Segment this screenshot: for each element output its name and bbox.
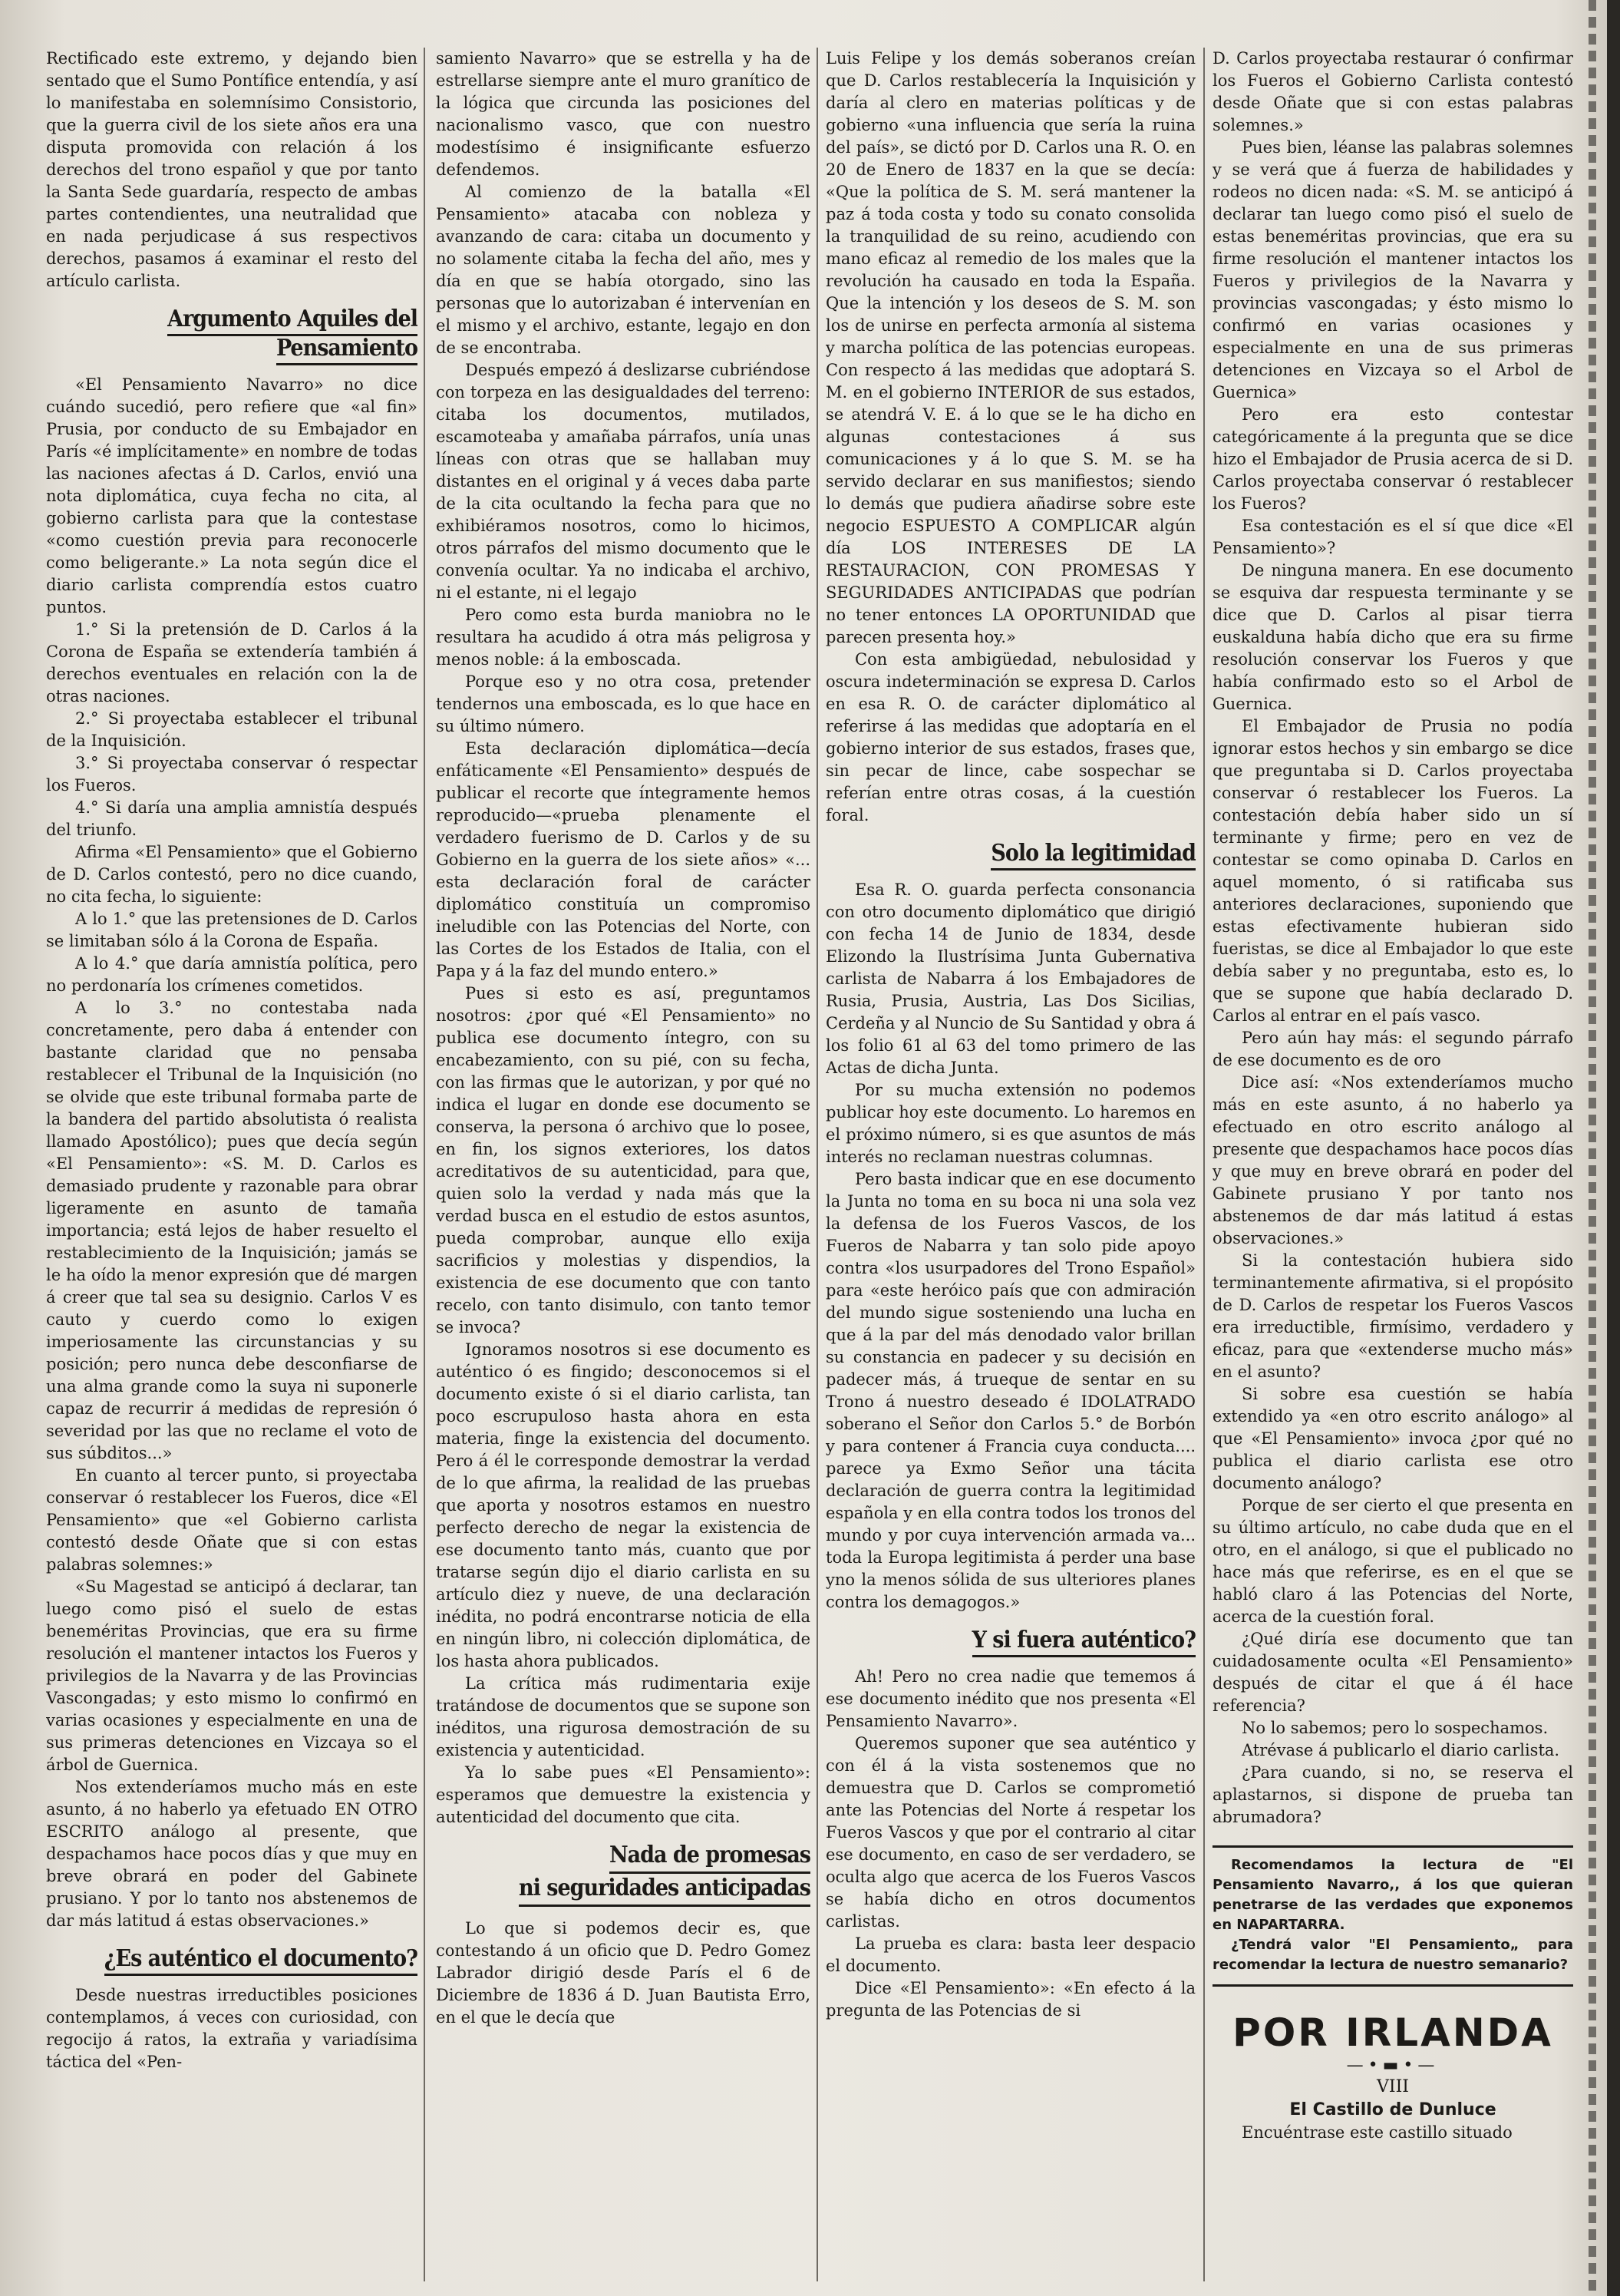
article-paragraph: 2.° Si proyectaba establecer el tribunal de la Inquisición. <box>46 709 417 750</box>
article-paragraph: Si sobre esa cuestión se había extendido ya «en otro escrito análogo» al que «El Pensamiento» invoca ¿por qué no publica el diario carlista ese otro documento análogo? <box>1213 1385 1573 1492</box>
article-paragraph: Nos extenderíamos mucho más en este asunto, á no haberlo ya efetuado EN OTRO ESCRITO análogo al presente, que despachamos hace pocos días y que muy en breve obrará en poder del Gabinete prusiano. Y por lo tanto nos abstenemos de dar más latitud á estas observaciones.» <box>46 1778 417 1930</box>
article-paragraph: Desde nuestras irreductibles posiciones contemplamos, á veces con curiosidad, con regocijo á ratos, la extraña y variadísima táctica del «Pen- <box>46 1986 417 2071</box>
article-paragraph: Pues bien, léanse las palabras solemnes y se verá que á fuerza de habilidades y rodeos no dicen nada: «S. M. se anticipó á declarar tan luego como pisó el suelo de estas beneméritas provincias, que era su firme resolución el mantener intactos los Fueros y privilegios de la Navarra y provincias vascongadas; y ésto mismo lo confirmó en varias ocasiones y especialmente en una de sus primeras detenciones en Vizcaya so el Arbol de Guernica» <box>1213 138 1573 401</box>
article-paragraph: A lo 3.° no contestaba nada concretamente, pero daba á entender con bastante claridad que no pensaba restablecer el Tribunal de la Inquisición (no se olvide que este tribunal formaba parte de la bandera del partido absolutista ó realista llamado Apostólico); pues que decía según «El Pensamiento»: «S. M. D. Carlos es demasiado prudente y razonable para obrar ligeramente en asunto de tamaña importancia; está lejos de haber resuelto el restablecimiento de la Inquisición; jamás se le ha oído la menor expresión que dé margen á creer que tal sea su designio. Carlos V es cauto y cuerdo como lo exigen imperiosamente las circunstancias y su posición; pero nunca debe desconfiarse de una alma grande como la suya ni suponerle capaz de recurrir á medidas de represión ó severidad por las que no reclame el voto de sus súbditos...» <box>46 999 417 1462</box>
section-heading <box>436 1841 810 1907</box>
article-paragraph: Al comienzo de la batalla «El Pensamiento» atacaba con nobleza y avanzando de cara: citaba un documento y no solamente citaba la fecha del año, mes y día en que se había otorgado, sino las personas que lo autorizaban é intervenían en el mismo y el archivo, estante, legajo en don de se encontraba. <box>436 183 810 357</box>
column-1 <box>46 48 417 2281</box>
column-4 <box>1213 48 1573 2281</box>
section-heading-line: ni seguridades anticipadas <box>519 1874 810 1907</box>
article-paragraph: Pero era esto contestar categóricamente á la pregunta que se dice hizo el Embajador de Prusia acerca de si D. Carlos proyectaba conservar ó restablecer los Fueros? <box>1213 405 1573 513</box>
article-paragraph: De ninguna manera. En ese documento se esquiva dar respuesta terminante y se dice que D. Carlos al pisar tierra euskalduna había dicho que era su firme resolución conservar los Fueros y que había confirmado esto so el Arbol de Guernica. <box>1213 561 1573 713</box>
article-paragraph: «Su Magestad se anticipó á declarar, tan luego como pisó el suelo de estas beneméritas Provincias, que era su firme resolución el mantener intactos los Fueros y privilegios de la Navarra y de las Provincias Vascongadas; y esto mismo lo confirmó en varias ocasiones y especialmente en una de sus primeras detenciones en Vizcaya so el árbol de Guernica. <box>46 1577 417 1774</box>
article-paragraph: Esta declaración diplomática—decía enfáticamente «El Pensamiento» después de publicar el recorte que íntegramente hemos reproducido—«prueba plenamente el verdadero fuerismo de D. Carlos y de su Gobierno en la guerra de los siete años» «... esta declaración foral de carácter diplomático constituía un compromiso ineludible con las Potencias del Norte, con las Cortes de los Estados de Italia, con el Papa y á la faz del mundo entero.» <box>436 739 810 980</box>
article-paragraph: Dice «El Pensamiento»: «En efecto á la pregunta de las Potencias de si <box>826 1979 1196 2020</box>
notice-line: ¿Tendrá valor "El Pensamiento„ para recomendar la lectura de nuestro semanario? <box>1213 1937 1573 1973</box>
article-paragraph: Esa R. O. guarda perfecta consonancia con otro documento diplomático que dirigió con fecha 14 de Junio de 1834, desde Elizondo la Ilustrísima Junta Gubernativa carlista de Nabarra á los Embajadores de Rusia, Prusia, Austria, Las Dos Sicilias, Cerdeña y al Nuncio de Su Santidad y obra á los folio 61 al 63 del tomo primero de las Actas de dicha Junta. <box>826 880 1196 1077</box>
column-4-body <box>1213 48 1573 1829</box>
article-paragraph: ¿Qué diría ese documento que tan cuidadosamente oculta «El Pensamiento» después de citar el que á él hace referencia? <box>1213 1630 1573 1715</box>
article-paragraph: 3.° Si proyectaba conservar ó respectar los Fueros. <box>46 754 417 795</box>
article-paragraph: Atrévase á publicarlo el diario carlista. <box>1242 1741 1560 1759</box>
article-paragraph: La prueba es clara: basta leer despacio el documento. <box>826 1934 1196 1975</box>
article-paragraph: Ya lo sabe pues «El Pensamiento»: esperamos que demuestre la existencia y autenticidad del documento que cita. <box>436 1763 810 1826</box>
page-edge <box>1607 0 1620 2296</box>
article-paragraph: ¿Para cuando, si no, se reserva el aplastarnos, si dispone de prueba tan abrumadora? <box>1213 1763 1573 1826</box>
article-paragraph: Pero aún hay más: el segundo párrafo de ese documento es de oro <box>1213 1029 1573 1069</box>
article-paragraph: Con esta ambigüedad, nebulosidad y oscura indeterminación se expresa D. Carlos en esa R. O. de carácter diplomático al referirse á las medidas que adoptaría en el gobierno interior de sus estados, frases que, sin pecar de lince, cabe sospechar se referían entre otras cosas, á la cuestión foral. <box>826 650 1196 824</box>
section-heading-text: Argumento Aquiles del Pensamiento <box>167 306 417 365</box>
page-edge-shadow <box>1589 0 1596 2296</box>
article-paragraph: samiento Navarro» que se estrella y ha de estrellarse siempre ante el muro granítico de la lógica que circunda las posiciones del nacionalismo vasco, que con nuestro modestísimo é insignificante esfuerzo defendemos. <box>436 49 810 179</box>
article-paragraph: D. Carlos proyectaba restaurar ó confirmar los Fueros el Gobierno Carlista contestó desde Oñate que si con estas palabras solemnes.» <box>1213 49 1573 134</box>
column-3 <box>826 48 1196 2281</box>
section-heading <box>46 1944 417 1974</box>
article-paragraph: Porque eso y no otra cosa, pretender tendernos una emboscada, es lo que hace en su último número. <box>436 672 810 735</box>
section-heading-text: Y si fuera auténtico? <box>972 1627 1196 1657</box>
column-rule <box>817 48 818 2281</box>
article-paragraph: Por su mucha extensión no podemos publicar hoy este documento. Lo haremos en el próximo número, si es que asuntos de más interés no reclaman nuestras columnas. <box>826 1081 1196 1166</box>
article-paragraph: A lo 4.° que daría amnistía política, pero no perdonaría los crímenes cometidos. <box>46 954 417 995</box>
article-paragraph: La crítica más rudimentaria exije tratándose de documentos que se supone son inéditos, una rigurosa demostración de su existencia y autenticidad. <box>436 1674 810 1759</box>
section-heading <box>826 839 1196 868</box>
section-heading-line: Nada de promesas <box>609 1841 810 1874</box>
section-masthead: POR IRLANDA <box>1232 2010 1553 2055</box>
notice-line: Recomendamos la lectura de "El Pensamiento Navarro,, á los que quieran penetrarse de las verdades que exponemos en NAPARTARRA. <box>1213 1857 1573 1933</box>
article-paragraph: Ah! Pero no crea nadie que tememos á ese documento inédito que nos presenta «El Pensamiento Navarro». <box>826 1667 1196 1730</box>
article-paragraph: En cuanto al tercer punto, si proyectaba conservar ó restablecer los Fueros, dice «El Pensamiento» que «el Gobierno carlista contestó desde Oñate que si con estas palabras solemnes:» <box>46 1466 417 1574</box>
article-paragraph: Pues si esto es así, preguntamos nosotros: ¿por qué «El Pensamiento» no publica ese documento íntegro, con su encabezamiento, con su pié, con su fecha, con las firmas que le autorizan, y por qué no indica el lugar en donde ese documento se conserva, la persona ó archivo que lo posee, en fin, los signos exteriores, los datos acreditativos de su autenticidad, para que, quien solo la verdad y nada más que la verdad busca en el estudio de estos asuntos, pueda comprobar, aunque ello exija sacrificios y molestias y dispendios, la existencia de ese documento que con tanto recelo, con tanto disimulo, con tanto temor se invoca? <box>436 984 810 1336</box>
article-paragraph: Después empezó á deslizarse cubriéndose con torpeza en las desigualdades del terreno: citaba los documentos, mutilados, escamoteaba y amañaba párrafos, unía unas líneas con otras que se hallaban muy distantes en el original y á veces daba parte de la cita ocultando la fecha para que no exhibiéramos nosotros, como lo hicimos, otros párrafos del mismo documento que le convenía ocultar. Ya no indicaba el archivo, ni el estante, ni el legajo <box>436 361 810 602</box>
article-paragraph: Rectificado este extremo, y dejando bien sentado que el Sumo Pontífice entendía, y así lo manifestaba en solemnísimo Consistorio, que la guerra civil de los siete años era una disputa promovida con relación á los derechos del trono español y que por tanto la Santa Sede guardaría, respecto de ambas partes contendientes, una neutralidad que en nada perjudicase á sus respectivos derechos, pasamos á examinar el resto del artículo carlista. <box>46 49 417 290</box>
article-paragraph: Ignoramos nosotros si ese documento es auténtico ó es fingido; desconocemos si el documento existe ó si el diario carlista, tan poco escrupuloso hasta ahora en esta materia, finge la existencia del documento. Pero á él le corresponde demostrar la verdad de lo que afirma, la realidad de las pruebas que aporta y nosotros estamos en nuestro perfecto derecho de negar la existencia de ese documento tanto más, cuanto que por tratarse según dijo el diario carlista en su artículo diez y nueve, de una declaración inédita, no podrá encontrarse noticia de ella en ningún libro, ni colección diplomática, de los hasta ahora publicados. <box>436 1340 810 1670</box>
article-paragraph: Pero como esta burda maniobra no le resultara ha acudido á otra más peligrosa y menos noble: á la emboscada. <box>436 606 810 669</box>
recommendation-notice <box>1213 1845 1573 1987</box>
article-paragraph: Pero basta indicar que en ese documento la Junta no toma en su boca ni una sola vez la defensa de los Fueros Vascos, de los Fueros de Nabarra y tan solo pide apoyo contra «los usurpadores del Trono Español» para «este heróico país que con admiración del mundo sigue sosteniendo una lucha en que á la par del más denodado valor brillan su constancia en padecer y su decisión en padecer más, á trueque de sentar en su Trono á nuestro deseado é IDOLATRADO soberano el Señor don Carlos 5.° de Borbón y para contener á Francia cuya conducta.... parece ya Exmo Señor una tácita declaración de guerra contra la legitimidad española y en ella contra todos los tronos del mundo y por cuya intervención armada va... toda la Europa legitimista á perder una base yno la menos sólida de sus ulteriores planes contra los demagogos.» <box>826 1170 1196 1611</box>
article-paragraph: No lo sabemos; pero lo sospechamos. <box>1242 1719 1549 1737</box>
article-paragraph: El Embajador de Prusia no podía ignorar estos hechos y sin embargo se dice que preguntaba si D. Carlos proyectaba conservar ó restablecer los Fueros. La contestación debía haber sido un sí terminante y firme; pero en vez de contestar se como opinaba D. Carlos en aquel momento, ó si ratificaba sus anteriores declaraciones, suponiendo que estas efectivamente hubieran sido fueristas, se dice al Embajador lo que este debía saber y no preguntaba, esto es, lo que se supone que había declarado D. Carlos al entrar en el país vasco. <box>1213 717 1573 1025</box>
section-heading <box>46 305 417 363</box>
column-rule <box>424 48 425 2281</box>
column-2 <box>436 48 810 2281</box>
article-paragraph: Queremos suponer que sea auténtico y con él á la vista sostenemos que no demuestra que D. Carlos se comprometió ante las Potencias del Norte á respetar los Fueros Vascos y que por el contrario al citar ese documento, en caso de ser verdadero, se oculta algo que acerca de los Fueros Vascos se había dicho en otros documentos carlistas. <box>826 1734 1196 1931</box>
article-paragraph: A lo 1.° que las pretensiones de D. Carlos se limitaban sólo á la Corona de España. <box>46 910 417 950</box>
article-paragraph: 4.° Si daría una amplia amnistía después del triunfo. <box>46 798 417 839</box>
article-paragraph: Dice así: «Nos extenderíamos mucho más en este asunto, á no haberlo ya efectuado en otro escrito análogo al presente que despachamos hace pocos días y que muy en breve obrará en poder del Gabinete prusiano Y por tanto nos abstenemos de dar más latitud á estas observaciones.» <box>1213 1073 1573 1247</box>
section-heading <box>826 1626 1196 1655</box>
article-paragraph: Porque de ser cierto el que presenta en su último artículo, no cabe duda que en el otro, en el análogo, si que el publicado no hace más que referirse, es en el que se habló claro á las Potencias del Norte, acerca de la cuestión foral. <box>1213 1496 1573 1626</box>
section-heading-text: ¿Es auténtico el documento? <box>104 1945 417 1976</box>
ornament-divider: —•▬•— <box>1346 2056 1440 2075</box>
column-rule <box>1203 48 1205 2281</box>
article-paragraph: Esa contestación es el sí que dice «El Pensamiento»? <box>1213 517 1573 557</box>
article-paragraph: Luis Felipe y los demás soberanos creían que D. Carlos restablecería la Inquisición y daría al clero en materias políticas y de gobierno «una influencia que sería la ruina del país», se dictó por D. Carlos una R. O. en 20 de Enero de 1837 en la que se decía: «Que la política de S. M. será mantener la paz á toda costa y todo su conato consolida la tranquilidad de su reino, acudiendo con mano eficaz al remedio de los males que la revolución ha causado en toda la España. Que la intención y los deseos de S. M. son los de unirse en perfecta armonía al sistema y marcha política de las potencias europeas. Con respecto á las medidas que adoptará S. M. en el gobierno INTERIOR de sus estados, se atendrá V. E. á lo que se le ha dicho en algunas contestaciones á sus comunicaciones y á lo que S. M. se ha servido declarar en sus manifiestos; siendo lo demás que pudiera añadirse sobre este negocio ESPUESTO A COMPLICAR algún día LOS INTERESES DE LA RESTAURACION, CON PROMESAS Y SEGURIDADES ANTICIPADAS que podrían no tener entonces LA OPORTUNIDAD que parecen presenta hoy.» <box>826 49 1196 646</box>
article-paragraph: «El Pensamiento Navarro» no dice cuándo sucedió, pero refiere que «al fin» Prusia, por conducto de su Embajador en París «é implícitamente» en nombre de todas las naciones afectas á D. Carlos, envió una nota diplomática, cuya fecha no cita, al gobierno carlista para que la contestase «como cuestión previa para reconocerle como beligerante.» La nota según dice el diario carlista comprendía estos cuatro puntos. <box>46 375 417 616</box>
section-number: VIII <box>1377 2077 1409 2096</box>
section-subtitle: El Castillo de Dunluce <box>1289 2100 1496 2119</box>
article-paragraph: Lo que si podemos decir es, que contestando á un oficio que D. Pedro Gomez Labrador dirigió desde París el 6 de Diciembre de 1836 á D. Juan Bautista Erro, en el que le decía que <box>436 1919 810 2027</box>
article-paragraph: 1.° Si la pretensión de D. Carlos á la Corona de España se extendería también á derechos eventuales en relación con la de otras naciones. <box>46 620 417 705</box>
article-paragraph: Encuéntrase este castillo situado <box>1242 2123 1513 2142</box>
article-paragraph: Si la contestación hubiera sido terminantemente afirmativa, si el propósito de D. Carlos de respetar los Fueros Vascos era irreductible, firmísimo, verdadero y eficaz, para que «extenderse mucho más» en el asunto? <box>1213 1251 1573 1381</box>
section-heading-text: Solo la legitimidad <box>991 840 1196 870</box>
article-paragraph: Afirma «El Pensamiento» que el Gobierno de D. Carlos contestó, pero no dice cuando, no cita fecha, lo siguiente: <box>46 843 417 906</box>
